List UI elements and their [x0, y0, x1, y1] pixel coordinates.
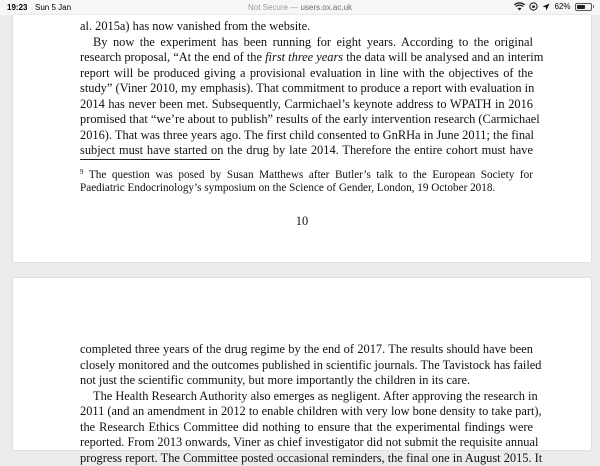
- text-line: 2016). That was three years ago. The first child consented to GnRHa in June 2011; the final: [80, 128, 533, 144]
- text-line: The Health Research Authority also emerges as negligent. After approving the research in: [80, 389, 533, 405]
- battery-level-fill: [577, 5, 585, 9]
- text-line: study” (Viner 2010, my emphasis). That commitment to produce a report with evaluation in: [80, 81, 533, 97]
- status-bar: [0, 0, 600, 15]
- page-number: 10: [13, 214, 591, 229]
- url-host: users.ox.ac.uk: [300, 3, 352, 12]
- footnote: [80, 165, 533, 196]
- text-line: not just the scientific community, but more importantly the children in its care.: [80, 373, 533, 389]
- document-page-10: [13, 15, 591, 262]
- wifi-icon: [514, 2, 525, 11]
- status-date: Sun 5 Jan: [35, 3, 71, 12]
- footnote-line: Paediatric Endocrinology’s symposium on the Science of Gender, London, 19 October 2018.: [80, 181, 533, 197]
- address-bar[interactable]: [0, 3, 600, 12]
- status-time: 19:23: [7, 3, 27, 12]
- text-line: closely monitored and the outcomes published in scientific journals. The Tavistock has failed: [80, 358, 533, 374]
- text-line: report will be produced giving a provisional evaluation in line with the objectives of the: [80, 66, 533, 82]
- document-page-11: [13, 278, 591, 450]
- text-segment: research proposal, “At the end of the: [80, 50, 265, 64]
- battery-percent: 62%: [554, 2, 570, 11]
- footnote-marker: 9: [80, 168, 84, 176]
- text-line: [80, 50, 533, 66]
- text-line: By now the experiment has been running for eight years. According to the original: [80, 35, 533, 51]
- text-line: promised that “we’re about to publish” results of the early intervention research (Carmichael: [80, 112, 533, 128]
- text-segment: the data will be analysed and an interim: [343, 50, 543, 64]
- not-secure-label: Not Secure —: [248, 3, 298, 12]
- text-line: the Research Ethics Committee did nothing to ensure that the experimental findings were: [80, 420, 533, 436]
- status-icons: [514, 2, 594, 11]
- text-line: reported. From 2013 onwards, Viner as chief investigator did not submit the requisite annual: [80, 435, 533, 451]
- battery-icon: [575, 3, 592, 11]
- text-line: subject must have started on the drug by late 2014. Therefore the entire cohort must have: [80, 143, 533, 159]
- text-line: 2011 (and an amendment in 2012 to enable children with very low bone density to take part),: [80, 404, 533, 420]
- footnote-divider: [80, 159, 220, 160]
- text-line: 2014 has never been met. Subsequently, Carmichael’s keynote address to WPATH in 2016: [80, 97, 533, 113]
- footnote-line: [80, 165, 533, 181]
- body-paragraphs: [80, 19, 533, 159]
- orientation-lock-icon: [529, 2, 538, 11]
- battery-cap: [593, 5, 595, 8]
- footnote-text: The question was posed by Susan Matthews after Butler’s talk to the European Society for: [89, 169, 533, 181]
- text-line: completed three years of the drug regime by the end of 2017. The results should have been: [80, 342, 533, 358]
- body-paragraphs: [80, 342, 533, 466]
- text-line: progress report. The Committee posted occasional reminders, the final one in August 2015. It: [80, 451, 533, 466]
- emphasis-text: first three years: [265, 50, 343, 64]
- text-line: al. 2015a) has now vanished from the website.: [80, 19, 533, 35]
- location-arrow-icon: [542, 3, 550, 11]
